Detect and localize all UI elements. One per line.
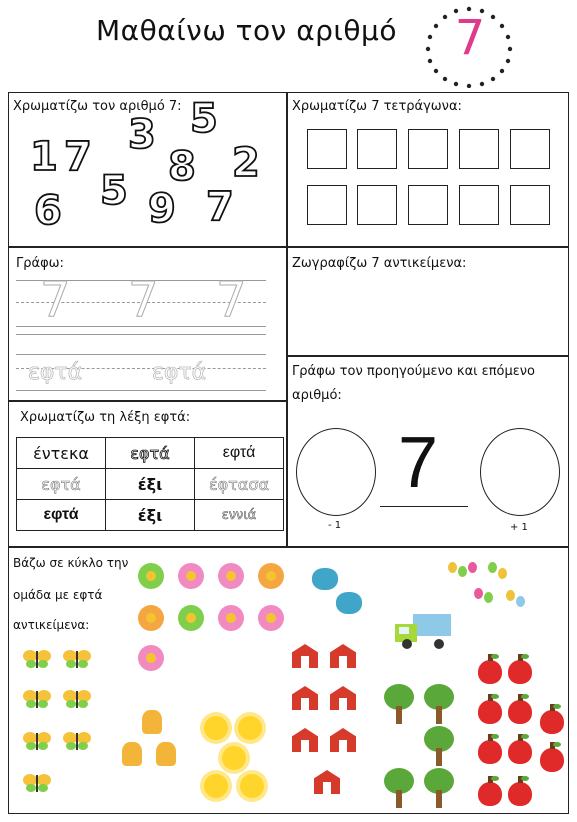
apple-icon[interactable] bbox=[478, 700, 502, 724]
truck-icon[interactable] bbox=[393, 610, 453, 650]
square[interactable] bbox=[307, 129, 347, 169]
butterfly-icon[interactable] bbox=[62, 730, 92, 752]
word-cell[interactable]: έντεκα bbox=[17, 438, 106, 469]
apple-icon[interactable] bbox=[508, 782, 532, 806]
apple-icon[interactable] bbox=[508, 700, 532, 724]
flower-icon[interactable] bbox=[218, 563, 244, 589]
center-number: 7 bbox=[398, 423, 439, 503]
word-cell[interactable]: εφτά bbox=[17, 500, 106, 531]
flower-icon[interactable] bbox=[258, 605, 284, 631]
square[interactable] bbox=[459, 185, 499, 225]
apple-icon[interactable] bbox=[478, 782, 502, 806]
apple-icon[interactable] bbox=[508, 660, 532, 684]
monster-icon[interactable] bbox=[336, 592, 362, 614]
outline-number[interactable]: 7 bbox=[64, 134, 92, 180]
outline-number[interactable]: 9 bbox=[148, 186, 176, 232]
balloon-icon[interactable] bbox=[484, 592, 493, 603]
trace-word[interactable]: εφτά bbox=[152, 360, 207, 385]
answer-circle-prev[interactable] bbox=[296, 428, 376, 516]
header-number: 7 bbox=[454, 10, 486, 66]
flower-icon[interactable] bbox=[138, 605, 164, 631]
square[interactable] bbox=[307, 185, 347, 225]
monster-icon[interactable] bbox=[312, 568, 338, 590]
prev-next-label: αριθμό: bbox=[292, 388, 342, 403]
word-cell[interactable]: εφτά bbox=[195, 438, 284, 469]
prev-hint: - 1 bbox=[328, 520, 342, 531]
outline-number[interactable]: 8 bbox=[168, 144, 196, 190]
flower-icon[interactable] bbox=[138, 645, 164, 671]
flower-icon[interactable] bbox=[178, 563, 204, 589]
circle-group-label: αντικείμενα: bbox=[13, 618, 90, 632]
balloon-icon[interactable] bbox=[516, 596, 525, 607]
divider bbox=[8, 400, 287, 402]
flower-icon[interactable] bbox=[218, 605, 244, 631]
balloon-icon[interactable] bbox=[474, 588, 483, 599]
next-hint: + 1 bbox=[510, 522, 528, 533]
outline-number[interactable]: 7 bbox=[206, 184, 234, 230]
apple-icon[interactable] bbox=[540, 748, 564, 772]
sun-icon[interactable] bbox=[222, 746, 246, 770]
sun-icon[interactable] bbox=[204, 774, 228, 798]
outline-number[interactable]: 6 bbox=[34, 188, 62, 234]
trace-word[interactable]: εφτά bbox=[28, 360, 83, 385]
tree-icon[interactable] bbox=[384, 684, 414, 724]
tree-icon[interactable] bbox=[424, 768, 454, 808]
sun-icon[interactable] bbox=[204, 716, 228, 740]
prev-next-label: Γράφω τον προηγούμενο και επόμενο bbox=[292, 364, 536, 379]
balloon-icon[interactable] bbox=[488, 562, 497, 573]
butterfly-icon[interactable] bbox=[22, 688, 52, 710]
trace-digit[interactable]: 7 bbox=[128, 272, 159, 328]
butterfly-icon[interactable] bbox=[22, 648, 52, 670]
divider bbox=[286, 355, 569, 357]
unicorn-icon[interactable] bbox=[122, 742, 142, 766]
divider bbox=[286, 92, 288, 547]
balloon-icon[interactable] bbox=[468, 562, 477, 573]
balloon-icon[interactable] bbox=[448, 562, 457, 573]
tree-icon[interactable] bbox=[424, 684, 454, 724]
outline-number[interactable]: 5 bbox=[100, 168, 128, 214]
trace-digit[interactable]: 7 bbox=[40, 272, 71, 328]
circle-group-label: Βάζω σε κύκλο την bbox=[13, 556, 129, 570]
flower-icon[interactable] bbox=[138, 563, 164, 589]
answer-circle-next[interactable] bbox=[480, 428, 560, 516]
color-word-label: Χρωματίζω τη λέξη εφτά: bbox=[20, 410, 191, 425]
flower-icon[interactable] bbox=[258, 563, 284, 589]
trace-digit[interactable]: 7 bbox=[216, 272, 247, 328]
word-cell[interactable]: έξι bbox=[106, 500, 195, 531]
divider bbox=[8, 246, 569, 248]
word-cell[interactable]: εννιά bbox=[195, 500, 284, 531]
outline-number[interactable]: 1 bbox=[30, 134, 58, 180]
word-cell[interactable]: έφτασα bbox=[195, 469, 284, 500]
square[interactable] bbox=[408, 129, 448, 169]
flower-icon[interactable] bbox=[178, 605, 204, 631]
sun-icon[interactable] bbox=[238, 716, 262, 740]
balloon-icon[interactable] bbox=[498, 568, 507, 579]
balloon-icon[interactable] bbox=[458, 566, 467, 577]
word-table bbox=[16, 437, 284, 531]
guide-line bbox=[16, 334, 266, 335]
tree-icon[interactable] bbox=[424, 726, 454, 766]
word-cell[interactable]: εφτά bbox=[106, 438, 195, 469]
guide-line bbox=[16, 390, 266, 391]
outline-number[interactable]: 3 bbox=[128, 112, 156, 158]
butterfly-icon[interactable] bbox=[62, 648, 92, 670]
square[interactable] bbox=[408, 185, 448, 225]
underline bbox=[380, 506, 468, 507]
unicorn-icon[interactable] bbox=[142, 710, 162, 734]
square[interactable] bbox=[510, 185, 550, 225]
butterfly-icon[interactable] bbox=[62, 688, 92, 710]
square[interactable] bbox=[357, 129, 397, 169]
write-label: Γράφω: bbox=[16, 256, 64, 271]
apple-icon[interactable] bbox=[540, 710, 564, 734]
square[interactable] bbox=[357, 185, 397, 225]
color-squares-label: Χρωματίζω 7 τετράγωνα: bbox=[292, 99, 462, 114]
square[interactable] bbox=[510, 129, 550, 169]
square[interactable] bbox=[459, 129, 499, 169]
divider bbox=[8, 546, 569, 548]
sun-icon[interactable] bbox=[240, 774, 264, 798]
outline-number[interactable]: 2 bbox=[232, 140, 260, 186]
draw-label: Ζωγραφίζω 7 αντικείμενα: bbox=[292, 256, 467, 271]
color-number-label: Χρωματίζω τον αριθμό 7: bbox=[13, 99, 182, 114]
tree-icon[interactable] bbox=[384, 768, 414, 808]
apple-icon[interactable] bbox=[478, 660, 502, 684]
apple-icon[interactable] bbox=[508, 740, 532, 764]
unicorn-icon[interactable] bbox=[156, 742, 176, 766]
circle-group-label: ομάδα με εφτά bbox=[13, 588, 103, 602]
butterfly-icon[interactable] bbox=[22, 730, 52, 752]
guide-line bbox=[16, 354, 266, 355]
page-title: Μαθαίνω τον αριθμό bbox=[96, 14, 397, 47]
outline-number[interactable]: 5 bbox=[190, 96, 218, 142]
balloon-icon[interactable] bbox=[506, 590, 515, 601]
apple-icon[interactable] bbox=[478, 740, 502, 764]
word-cell[interactable]: εφτά bbox=[17, 469, 106, 500]
word-cell[interactable]: έξι bbox=[106, 469, 195, 500]
butterfly-icon[interactable] bbox=[22, 772, 52, 794]
